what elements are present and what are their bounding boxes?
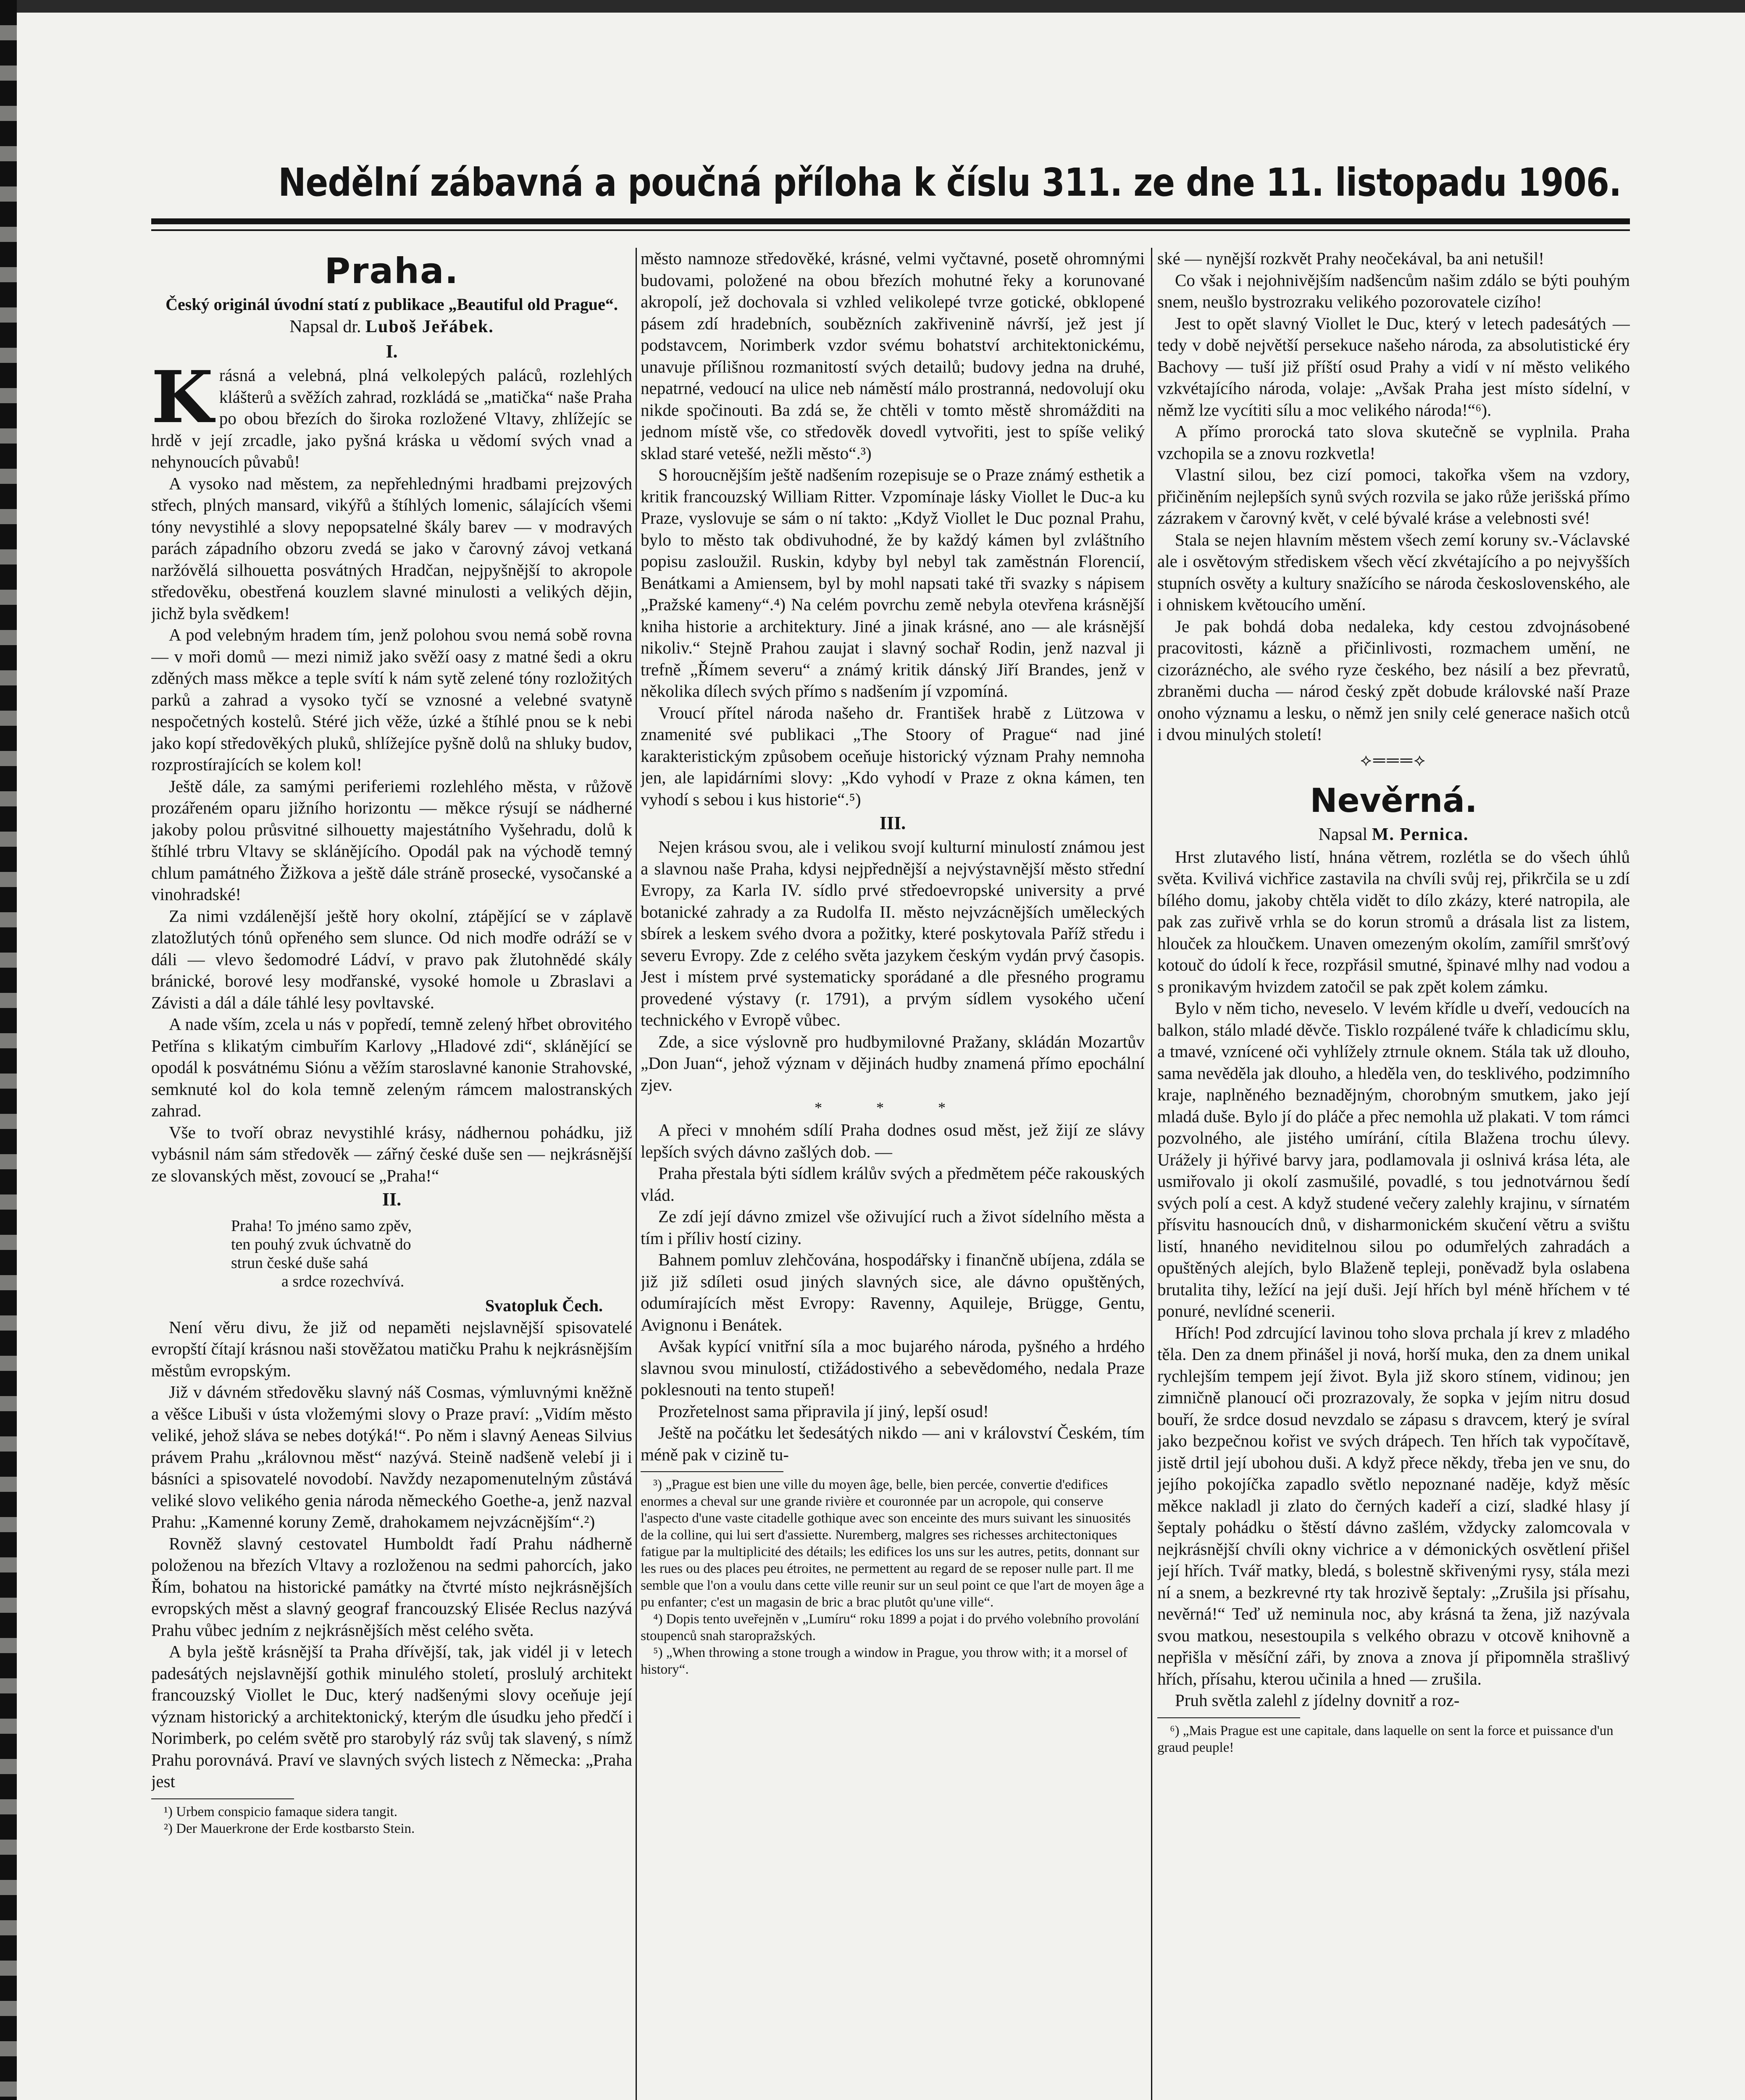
- article-byline: [1157, 823, 1630, 846]
- paragraph: Ještě na počátku let šedesátých nikdo — ani v království Českém, tím méně pak v cizině tu-: [641, 1423, 1145, 1464]
- paragraph: Ze zdí její dávno zmizel vše oživující ruch a život sídelního města a tím i příliv hostí ciziny.: [641, 1207, 1145, 1248]
- masthead-rule-thin: [151, 229, 1630, 231]
- scan-film-perforation: [0, 0, 17, 2100]
- paragraph: Hrst zlutavého listí, hnána větrem, rozlétla se do všech úhlů světa. Kvilivá vichřice zastavila na chvíli svůj rej, přikrčila se u zdí bílého domu, jakoby chtěla vidět to dílo zkázy, které natropila, ale pak zas zuřivě vrhla se do korun stromů a drásala list za listem, hlouček za hloučkem. Unaven omezeným okolím, zamířil smršťový kotouč do údolí k řece, rozpřásil smutné, špinavé mlhy nad vodou a s pronikavým hvizdem zatočil se pak zpět kolem zámku.: [1157, 847, 1630, 996]
- footnote: ²) Der Mauerkrone der Erde kostbarsto Stein.: [164, 1821, 415, 1836]
- column-3: [1157, 248, 1630, 2100]
- scan-edge-top: [0, 0, 1745, 13]
- paragraph: Avšak kypící vnitřní síla a moc bujarého národa, pyšného a hrdého slavnou svou minulostí, ctižádostivého a sebevědomého, nedala Praze poklesnouti na tento stupeň!: [641, 1336, 1145, 1399]
- footnote: ⁶) „Mais Prague est une capitale, dans laquelle on sent la force et puissance d'un graud peuple!: [1157, 1723, 1614, 1755]
- paragraph: Bylo v něm ticho, neveselo. V levém křídle u dveří, vedoucích na balkon, stálo mladé děvče. Tisklo rozpálené tváře k chladicímu sklu, a tmavé, vznícené oči vyhlížely ztrnule oknem. Stála tak už dlouho, sama nevěděla jak dlouho, a hleděla ven, do tesklivého, podzimního kraje, naplněného beznadějným, chorobným smutkem, jako její mladá duše. Bylo jí do pláče a přec nemohla už plakati. V tom rámci pozvolného, ale jistého umírání, cítila Blažena trochu úlevy. Urážely ji hýřivé barvy jara, podlamovala ji oslnivá krása léta, ale usmiřovalo ji okolí zasmušilé, povadlé, s tou jednotvárnou šedí svých polí a cest. A když studené večery zalehly krajinu, v sírnatém přísvitu hasnoucích dnů, v disharmonickém skučení větru a svištu listí, hnaného neviditelnou silou po odumřelých zahradách a opuštěných alejích, bylo Blaženě tepleji, poněvadž byla oslabena brutalita tihy, ležící na její duši. Její hřích byl méně hříchem v té ponuré, nevlídné scenerii.: [1157, 998, 1630, 1320]
- ornament-divider: ⟡═══⟡: [1360, 750, 1427, 769]
- paragraph: město namnoze středověké, krásné, velmi vyčtavné, posetě ohromnými budovami, položené na obou březích mohutné řeky a korunované akropolí, jež dochovala si vzhled velikolepé tvrze gotické, obklopené pásem zdí hradebních, soubězních zakřivenině návrší, jež jest jí podstavcem, Norimberk vzdor svému bohatství architektonickému, unavuje přílišnou rozmanitostí svých detailů; budovy jedna na druhé, nepatrné, vedoucí na ulice neb náměstí málo prostranná, nedovolují oku nikde spočinouti. Ba zdá se, že chtěli v tomto městě shromážditi na jednom místě vše, co středověk dovedl vytvořiti, jest to spíše veliký sklad staré vetešé, nežli město“.³): [641, 249, 1145, 463]
- byline-prefix: Napsal: [1318, 824, 1368, 844]
- footnote-rule: [641, 1471, 783, 1472]
- section-numeral-3: III.: [879, 813, 906, 833]
- poem-line: a srdce rozechvívá.: [281, 1273, 405, 1290]
- paragraph: Ještě dále, za samými periferiemi rozlehlého města, v růžově prozářeném oparu jižního horizontu — měkce rýsují se nádherné jakoby polou průsvitné silhouetty majestátního Vyšehradu, dolů k štíhlé trbru Vltavy se sklánějícího. Opodál pak na východě temný chlum památného Žižkova a ještě dále stráně prosecké, vysočanské a vinohradské!: [151, 776, 632, 904]
- section-numeral-2: II.: [382, 1189, 402, 1210]
- paragraph: Co však i nejohnivějším nadšencům našim zdálo se býti pouhým snem, neušlo bystrozraku velikého pozorovatele cizího!: [1157, 270, 1630, 311]
- column-1: [151, 248, 632, 2100]
- paragraph: Zde, a sice výslovně pro hudbymilovné Pražany, skládán Mozartův „Don Juan“, jehož význam v dějinách hudby znamená přímo epochální zjev.: [641, 1032, 1145, 1095]
- footnote: ⁴) Dopis tento uveřejněn v „Lumíru“ roku 1899 a pojat i do prvého volebního provolání stoupenců snah staropražských.: [641, 1612, 1140, 1643]
- paragraph: Prozřetelnost sama připravila jí jiný, lepší osud!: [658, 1401, 989, 1421]
- byline-prefix: Napsal dr.: [289, 317, 361, 336]
- paragraph: [151, 355, 632, 473]
- paragraph: A byla ještě krásnější ta Praha dřívější, tak, jak vidél ji v letech padesátých nejslavnější gothik minulého století, proslulý architekt francouzský Viollet le Duc, který nadšenými slovy oceňuje její význam historický a architektonický, kterým dle úsudku jeho předčí i Norimberk, po celém světě pro starobylý ráz svůj tak slavený, s nímž Prahu porovnává. Praví ve slavných svých listech z Německa: „Praha jest: [151, 1642, 632, 1791]
- paragraph: Pruh světla zalehl z jídelny dovnitř a roz-: [1175, 1690, 1460, 1710]
- masthead-rule-thick: [151, 218, 1630, 224]
- footnote: ⁵) „When throwing a stone trough a window in Prague, you throw with; it a morsel of history“.: [641, 1645, 1127, 1677]
- column-divider-1: [636, 248, 637, 2100]
- paragraph: A přímo prorocká tato slova skutečně se vyplnila. Praha vzchopila se a znovu rozkvetla!: [1157, 422, 1630, 463]
- paragraph: ské — nynější rozkvět Prahy neočekával, ba ani netušil!: [1157, 249, 1545, 268]
- poem-line: ten pouhý zvuk úchvatně do: [231, 1236, 411, 1253]
- paragraph-text: rásná a velebná, plná velkolepých paláců, rozlehlých klášterů a svěžích zahrad, rozkládá se „matička“ naše Praha po obou březích do široka rozložené Vltavy, zhlížejíc se hrdě v její zrcadle, jako pyšná kráska u vědomí svých vnad a nehynoucích půvabů!: [151, 365, 632, 471]
- column-divider-2: [1151, 248, 1152, 2100]
- paragraph: Hřích! Pod zdrcující lavinou toho slova prchala jí krev z mladého těla. Den za dnem přinášel ji nová, horší muka, den za dnem unikal rychlejším tempem její život. Byla již skoro stínem, vidinou; jen zimničně planoucí oči prozrazovaly, že sopka v jejím nitru dosud bouří, že srdce dosud nevzdalo se zápasu s dravcem, který je svíral jako bezpečnou kořist ve svých drápech. Ten hřích tak vypočítavě, jistě drtil její ubohou duši. A když přece někdy, třeba jen ve snu, do jejího pokojíčka zapadlo světlo nepoznané naděje, když měsíc měkce nakladl ji zlato do černých kadeří a cizí, sladké hlasy jí šeptaly pohádku o štěstí dávno zašlém, vždycky zalomcovala v nejkrásnější chvíli okny vichrice a v démonických osvětlení přišel její hřích. Tvář matky, bledá, s bolestně skřivenými rysy, stála mezi ní a snem, a bezkrevné rty tak hrozivě šeptaly: „Zrušila jsi přísahu, nevěrná!“ Teď už neminula noc, aby krásná ta žena, již nazývala svou matkou, nesestoupila s velkého obrazu v otcově knihovně a nepřišla v měsíční záři, by znova a znova jí připomněla strašlivý hřích, přísahu, kterou učinila a hned — zrušila.: [1157, 1323, 1630, 1688]
- poem-epigraph: [231, 1217, 632, 1291]
- column-2: [641, 248, 1145, 2100]
- poem-signature: Svatopluk Čech.: [485, 1296, 603, 1315]
- byline-author: Luboš Jeřábek.: [365, 317, 494, 336]
- paragraph: Není věru divu, že již od nepaměti nejslavnější spisovatelé evropští čítají krásnou naši stověžatou matičku Prahu k nejkrásnějším městům evropským.: [151, 1317, 632, 1380]
- poem-line: strun české duše sahá: [231, 1254, 368, 1272]
- section-break-stars: * * *: [815, 1099, 971, 1116]
- byline-author: M. Pernica.: [1372, 824, 1469, 844]
- article-title-neverna: Nevěrná.: [1310, 782, 1477, 820]
- drop-cap: K: [151, 355, 213, 439]
- paragraph: Vlastní silou, bez cizí pomoci, takořka všem na vzdory, přičiněním nejlepších synů svých rozvila se jako růže jerišská přímo zázrakem v čarovný květ, v celé bývalé kráse a velebnosti své!: [1157, 465, 1630, 528]
- paragraph: Praha přestala býti sídlem králův svých a předmětem péče rakouských vlád.: [641, 1163, 1145, 1205]
- article-title-praha: Praha.: [324, 250, 459, 291]
- paragraph: Je pak bohdá doba nedaleka, kdy cestou zdvojnásobené pracovitosti, kázně a přičinlivosti, rozmachem umění, ne cizoráznécho, ale svého ryze českého, bez násilí a bez převratů, zbraněmi ducha — národ český zpět dobude královské naší Praze onoho významu a lesku, o němž jen snily celé generace našich otců i dvou minulých století!: [1157, 616, 1630, 744]
- footnote-rule: [151, 1798, 294, 1799]
- footnote: ³) „Prague est bien une ville du moyen âge, belle, bien percée, convertie d'edifices enormes a cheval sur une grande rivière et couronnée par un acropole, qui conserve l'aspecto d'une vaste citadelle gothique avec son enceinte des murs suivant les sinuosités de la colline, qui lui sert d'assiette. Nuremberg, malgres ses richesses architectoniques fatigue par la multiplicité des détails; les edifices los uns sur les autres, petits, donnant sur les rues ou des places peu étroites, ne permettent au regard de se reposer nulle part. Il me semble que l'on a voulu dans cette ville reunir sur un seul point ce que l'art de moyen âge a pu enfanter; c'est un magasin de bric a brac plutôt qu'une ville“.: [641, 1477, 1144, 1610]
- paragraph: Rovněž slavný cestovatel Humboldt řadí Prahu nádherně položenou na březích Vltavy a rozloženou na sedmi pahorcích, jako Řím, bohatou na historické památky na čtvrté místo nejkrásnějších evropských měst a slavný geograf francouzský Elisée Reclus nazývá Prahu vůbec jedním z nejkrásnějších měst celého světa.: [151, 1533, 632, 1640]
- article-subtitle: Český originál úvodní statí z publikace „Beautiful old Prague“.: [166, 295, 618, 314]
- paragraph: A pod velebným hradem tím, jenž polohou svou nemá sobě rovna — v moři domů — mezi nimiž jako svěží oasy z matné šedi a okru zděných mass měkce a teple svítí k nám sytě zelené tóny rozložitých parků a zahrad a vysoko tyčí se vznosné a velebné svatyně nespočetných kostelů. Stéré jich věže, úzké a štíhlé pnou se k nebi jako kopí středověkých pluků, shlížejíce pyšně dolů na shluky budov, rozprostírajících se kolem kol!: [151, 625, 632, 774]
- paragraph: Bahnem pomluv zlehčována, hospodářsky i finančně ubíjena, zdála se již již sdíleti osud jiných slavných sice, ale dávno opuštěných, odumírajících měst Evropy: Ravenny, Aquileje, Brügge, Gentu, Avignonu i Benátek.: [641, 1250, 1145, 1334]
- footnote: ¹) Urbem conspicio famaque sidera tangit.: [164, 1804, 398, 1819]
- paragraph: S horoucnějším ještě nadšením rozepisuje se o Praze známý esthetik a kritik francouzský William Ritter. Vzpomínaje lásky Viollet le Duc-a ku Praze, vyslovuje se sám o ní takto: „Když Viollet le Duc poznal Prahu, bylo to město tak obdivuhodné, že by každý kámen byl zvláštního popisu zasloužil. Ruskin, kdyby byl nebyl tak zaměstnán Florencií, Benátkami a Amiensem, byl by mohl napsati také tři svazky s nápisem „Pražské kameny“.⁴) Na celém povrchu země nebyla otevřena krásnější kniha historie a architektury. Jiné a jinak krásné, ano — ale krásnější nikoliv.“ Stejně Prahou zaujat i slavný sochař Rodin, jenž nazval ji trefně „Římem severu“ a známý kritik dánský Jiří Brandes, jenž v několika dílech svých přímo s nadšením jí vzpomíná.: [641, 465, 1145, 701]
- section-numeral-1: I.: [386, 341, 398, 362]
- paragraph: A přeci v mnohém sdílí Praha dodnes osud měst, jež žijí ze slávy lepších svých dávno zašlých dob. —: [641, 1120, 1145, 1161]
- paragraph: Vše to tvoří obraz nevystihlé krásy, nádhernou pohádku, již vybásnil nám sám středověk — zářný české duše sen — nejkrásnější ze slovanských měst, zovoucí se „Praha!“: [151, 1122, 632, 1185]
- footnote-rule: [1157, 1717, 1300, 1718]
- article-byline: [151, 315, 632, 339]
- paragraph: Jest to opět slavný Viollet le Duc, který v letech padesátých — tedy v době největší persekuce našeho národa, za absolutistické éry Bachovy — tuší již příští osud Prahy a vidí v ní město velikého vzkvétajícího národa, volaje: „Avšak Praha jest místo sídelní, v němž lze vycítiti sílu a moc velikého národa!“⁶).: [1157, 313, 1630, 420]
- paragraph: Nejen krásou svou, ale i velikou svojí kulturní minulostí známou jest a slavnou naše Praha, kdysi nejpřednější a nejvýstavnější město střední Evropy, za Karla IV. sídlo prvé středoevropské university a prvé botanické zahrady a za Rudolfa II. město nejvzácnějších uměleckých sbírek a leskem svého dvora a požitky, které poskytovala Paříž středu i severu Evropy. Zde z celého světa jazykem českým vydán prvý časopis. Jest i místem prvé systematicky sporádané a dle přesného programu provedené výstavy (r. 1791), a prvým sídlem vysokého učení technického v Evropě vůbec.: [641, 837, 1145, 1029]
- paragraph: A nade vším, zcela u nás v popředí, temně zelený hřbet obrovitého Petřína s klikatým cimbuřím Karlovy „Hladové zdi“, sklánějící se opodál k posvátnému Siónu a věžím staroslavné kanonie Strahovské, semknuté kol do kola temně zeleným rámcem malostranských zahrad.: [151, 1014, 632, 1120]
- poem-line: Praha! To jméno samo zpěv,: [231, 1217, 412, 1235]
- paragraph: Vroucí přítel národa našeho dr. František hrabě z Lützowa v znamenité své publikaci „The Stoory of Prague“ nad jiné karakteristickým způsobem oceňuje historický význam Prahy nemnoha jen, ale lapidárními slovy: „Kdo vyhodí v Praze z okna kámen, ten vyhodí s sebou i kus historie“.⁵): [641, 703, 1145, 809]
- paragraph: A vysoko nad městem, za nepřehlednými hradbami prejzových střech, plných mansard, vikýřů a štíhlých lomenic, sálajících všemi tóny nevystihlé a slovy nepopsatelné škály barev — v modravých parách západního obzoru zvedá se jako v čarovný závoj vetkaná naržóvělá silhouetta posvátných Hradčan, nejpyšnější to akropole středověku, obestřená kouzlem slavné minulosti a velikých dějin, jichž byla svědkem!: [151, 473, 632, 623]
- paragraph: Již v dávném středověku slavný náš Cosmas, výmluvnými kněžně a věšce Libuši v ústa vložemými slovy o Praze praví: „Vidím město veliké, jehož sláva se nebes dotýká!“. Po něm i slavný Aeneas Silvius právem Prahu „královnou měst“ nazývá. Steině nadšeně velebí ji i básníci a spisovatelé novodobí. Navždy nezapomenutelným zůstává veliké slovo velikého genia národa německého Goethe-a, jenž nazval Prahu: „Kamenné koruny Země, drahokamem nejvzácnějším“.²): [151, 1382, 632, 1531]
- paragraph: Stala se nejen hlavním městem všech zemí koruny sv.-Václavské ale i osvětovým střediskem všech věcí zkvétajícího a po nejvyšších stupních osvěty a kultury snažícího se národa československého, ale i ohniskem květoucího umění.: [1157, 530, 1630, 614]
- masthead: Nedělní zábavná a poučná příloha k číslu 311. ze dne 11. listopadu 1906.: [278, 160, 1621, 205]
- paragraph: Za nimi vzdálenější ještě hory okolní, ztápějící se v záplavě zlatožlutých tónů opřeného sem slunce. Od nich modře odráží se v dáli — vlevo šedomodré Ládví, v pravo pak žlutohnědé skály bránické, borové lesy modřanské, vysoké homole u Zbraslavi a Závisti a dál a dále táhlé lesy povltavské.: [151, 906, 632, 1012]
